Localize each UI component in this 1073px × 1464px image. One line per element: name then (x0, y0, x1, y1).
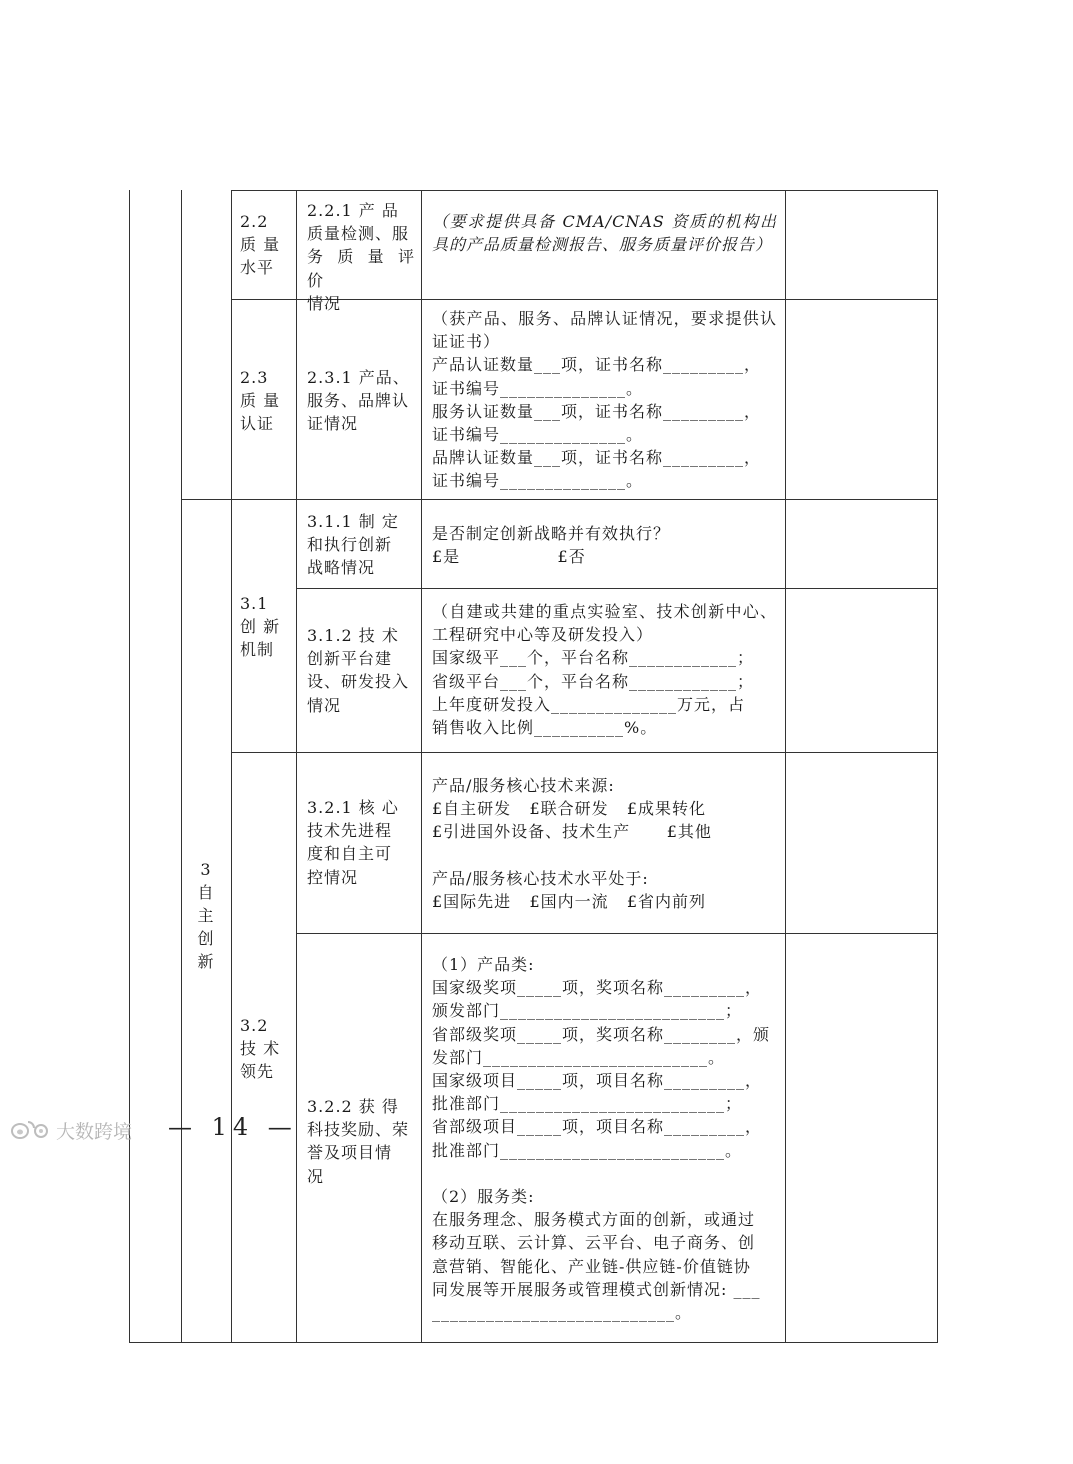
item-2-2-1-content: （要求提供具备 CMA/CNAS 资质的机构出具的产品质量检测报告、服务质量评价报告） (432, 212, 777, 255)
col-border (421, 190, 422, 1343)
item-3-2-2-content: （1）产品类: 国家级奖项_____项，奖项名称_________， 颁发部门_________________________； 省部级奖项_____项，奖项名称________，颁 发部门_________________________。 国家级项目_____项，项目名称_________， 批准部门_________________________； 省部级项目_____项，项目名称_________， 批准部门_________________________。 （2）服务类: 在服务理念、服务模式方面的创新，或通过 移动互联、云计算、云平台、电子商务、创 意营销、智能化、产业链-供应链-价值链协 同发展等开展服务或管理模式创新情况: ___ ___________________________。 (432, 955, 771, 1323)
watermark (8, 1117, 132, 1147)
col-border-right (937, 190, 938, 1343)
item-2-2-1-label: 2.2.1 产 品 质量检测、服 务 质 量 评 价 情况 (307, 201, 415, 313)
row-divider (231, 752, 938, 753)
col-border (785, 190, 786, 1343)
table-top-border (231, 190, 938, 191)
item-3-1-1-content: 是否制定创新战略并有效执行？ £是 £否 (432, 524, 671, 567)
item-3-2-1-label: 3.2.1 核 心 技术先进程 度和自主可 控情况 (307, 798, 399, 887)
item-3-2-2-label: 3.2.2 获 得 科技奖励、荣 誉及项目情 况 (307, 1097, 410, 1186)
col-border (296, 190, 297, 1343)
item-3-2-1-content: 产品/服务核心技术来源: £自主研发 £联合研发 £成果转化 £引进国外设备、技术生产 £其他 产品/服务核心技术水平处于: £国际先进 £国内一流 £省内前列 (432, 776, 712, 912)
item-3-1-1-label: 3.1.1 制 定 和执行创新 战略情况 (307, 512, 399, 578)
weibo-logo-icon (8, 1118, 52, 1147)
item-3-1-2-label: 3.1.2 技 术 创新平台建 设、研发投入 情况 (307, 626, 410, 715)
item-2-3-1-label: 2.3.1 产品、 服务、品牌认 证情况 (307, 368, 410, 434)
row-divider (296, 933, 938, 934)
category-3-label: 3 自 主 创 新 (197, 860, 215, 971)
item-3-1-2-content: （自建或共建的重点实验室、技术创新中心、工程研究中心等及研发投入） 国家级平___个，平台名称____________； 省级平台___个，平台名称____________； 上年度研发投入______________万元，占 销售收入比例__________%。 (432, 602, 777, 738)
row-divider (296, 588, 938, 589)
item-2-3-label: 2.3 质 量 认证 (240, 368, 281, 434)
item-2-3-1-content: （获产品、服务、品牌认证情况，要求提供认证证书） 产品认证数量___项，证书名称_________， 证书编号______________。 服务认证数量___项，证书名称_________， 证书编号______________。 品牌认证数量___项，证书名称_________， 证书编号______________。 (432, 309, 777, 491)
table-bottom-border (129, 1342, 938, 1343)
col-border-left (129, 190, 130, 1343)
watermark-text: 大数跨境 (56, 1121, 133, 1143)
item-3-1-label: 3.1 创 新 机制 (240, 594, 281, 660)
section-divider (181, 499, 938, 500)
col-border (231, 190, 232, 1343)
item-2-2-label: 2.2 质 量 水平 (240, 212, 281, 278)
col-border (181, 190, 182, 1343)
item-3-2-label: 3.2 技 术 领先 (240, 1016, 281, 1082)
page-number: — 14 — (168, 1113, 298, 1141)
